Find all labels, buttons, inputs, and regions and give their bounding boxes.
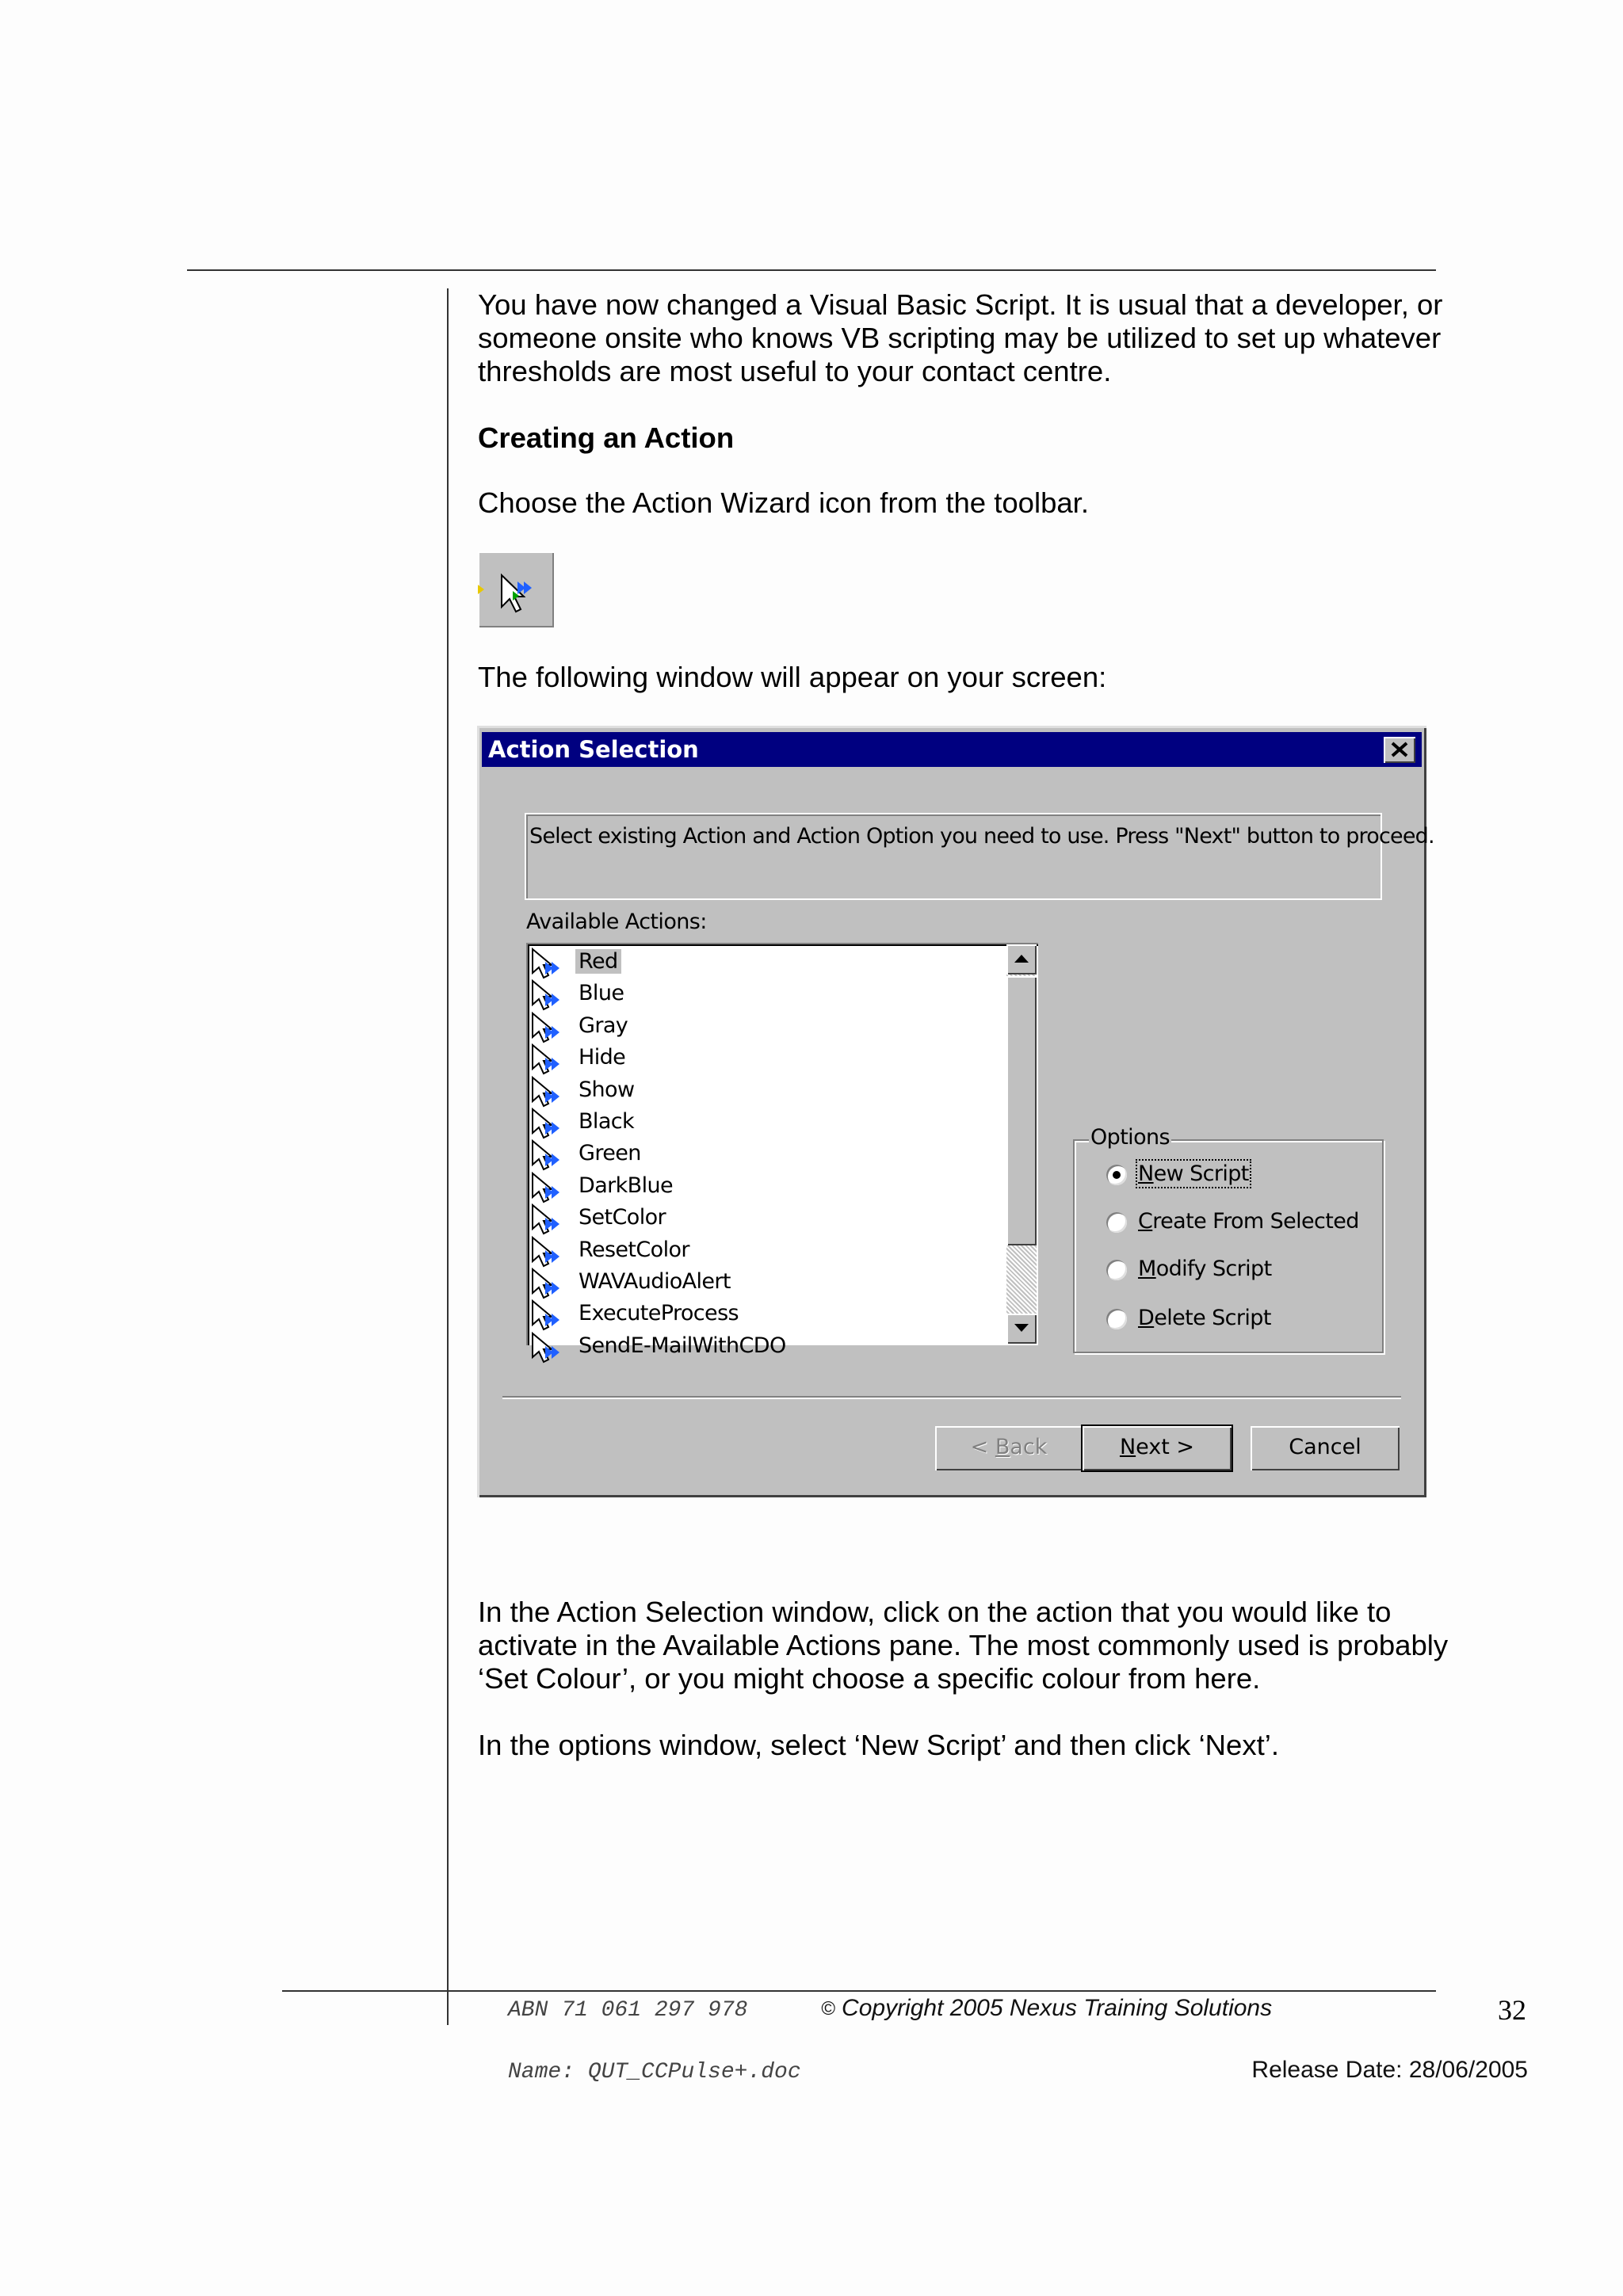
radio-dot	[1113, 1171, 1121, 1179]
list-item[interactable]	[529, 1138, 1005, 1169]
list-item[interactable]	[529, 1298, 1005, 1329]
footer-abn: ABN 71 061 297 978	[508, 1998, 748, 2023]
action-selection-dialog	[477, 726, 1434, 1497]
close-button[interactable]	[1384, 737, 1415, 763]
actions-list-items	[529, 946, 1005, 1362]
list-item-label: Hide	[579, 1045, 626, 1070]
list-item[interactable]	[529, 946, 1005, 978]
available-actions-label: Available Actions:	[526, 910, 707, 934]
radio-label-modify-script: Modify Script	[1138, 1257, 1272, 1281]
arrow-down-icon	[1014, 1323, 1029, 1333]
action-wizard-toolbar-button[interactable]	[478, 551, 554, 627]
footer-rule	[282, 1990, 1436, 1992]
list-item-label: SetColor	[579, 1205, 666, 1230]
radio-button[interactable]	[1106, 1309, 1127, 1329]
list-item-label: SendE-MailWithCDO	[579, 1333, 786, 1358]
list-item-label: Green	[579, 1141, 641, 1166]
scroll-thumb[interactable]	[1006, 976, 1037, 1245]
close-icon	[1391, 742, 1408, 757]
action-icon	[529, 1332, 564, 1369]
list-item-label: ResetColor	[579, 1237, 689, 1262]
action-icon	[529, 1236, 564, 1268]
list-item-label: Show	[579, 1077, 635, 1102]
page-number: 32	[1498, 1994, 1526, 2026]
action-icon	[529, 1139, 564, 1171]
copyright-symbol: ©	[821, 1998, 835, 2019]
list-item[interactable]	[529, 1234, 1005, 1266]
dialog-titlebar[interactable]	[482, 732, 1422, 767]
list-item[interactable]	[529, 1170, 1005, 1202]
action-icon	[529, 1332, 564, 1363]
footer-release-date: Release Date: 28/06/2005	[1251, 2057, 1528, 2083]
action-icon	[529, 1172, 564, 1203]
action-icon	[529, 1108, 564, 1139]
options-group	[1073, 1125, 1384, 1353]
action-icon	[529, 979, 564, 1011]
list-item[interactable]	[529, 1106, 1005, 1138]
list-item-label: Red	[575, 949, 621, 974]
list-item-label: Gray	[579, 1013, 628, 1038]
window-intro-paragraph: The following window will appear on your screen:	[478, 661, 1107, 693]
action-icon	[529, 948, 564, 979]
list-item-label: ExecuteProcess	[579, 1301, 739, 1326]
action-icon	[529, 1012, 564, 1043]
back-button[interactable]: < Back	[935, 1426, 1083, 1470]
list-item[interactable]	[529, 1266, 1005, 1298]
list-item[interactable]	[529, 1202, 1005, 1234]
list-item[interactable]	[529, 978, 1005, 1009]
next-button[interactable]: Next >	[1083, 1426, 1232, 1470]
radio-label-create-from-selected: Create From Selected	[1138, 1209, 1359, 1234]
action-icon	[529, 1043, 564, 1075]
list-item-label: WAVAudioAlert	[579, 1268, 731, 1294]
instruction-text: Select existing Action and Action Option you need to use. Press "Next" button to proceed.	[529, 824, 1434, 849]
available-actions-list[interactable]	[526, 943, 1038, 1358]
list-scrollbar[interactable]	[1006, 944, 1037, 1344]
selection-paragraph: In the Action Selection window, click on the action that you would like to activate in the Available Actions pane. The most commonly used is probably ‘Set Colour’, or you might choose a specific colour from here.	[478, 1596, 1449, 1695]
copyright-text: Copyright 2005 Nexus Training Solutions	[842, 1995, 1273, 2021]
list-item-label: Blue	[579, 981, 624, 1006]
action-icon	[529, 1076, 564, 1108]
options-paragraph: In the options window, select ‘New Script’ and then click ‘Next’.	[478, 1729, 1279, 1761]
list-item[interactable]	[529, 1330, 1005, 1362]
action-icon	[529, 1268, 564, 1299]
list-item[interactable]	[529, 1074, 1005, 1106]
action-icon	[529, 1299, 564, 1331]
dialog-separator	[502, 1396, 1401, 1399]
dialog-title: Action Selection	[488, 736, 699, 763]
instruction-paragraph: Choose the Action Wizard icon from the toolbar.	[478, 486, 1089, 519]
radio-label-delete-script: Delete Script	[1138, 1306, 1271, 1330]
radio-button[interactable]	[1106, 1165, 1127, 1185]
margin-rule	[447, 288, 449, 2025]
intro-paragraph: You have now changed a Visual Basic Script. It is usual that a developer, or someone onsite who knows VB scripting may be utilized to set up whatever thresholds are most useful to your contact centre.	[478, 288, 1443, 387]
action-wizard-icon	[478, 551, 554, 627]
options-legend: Options	[1090, 1125, 1170, 1150]
instruction-box	[525, 813, 1434, 900]
arrow-up-icon	[1014, 954, 1029, 963]
list-item[interactable]	[529, 1042, 1005, 1074]
scroll-up-button[interactable]	[1006, 944, 1037, 974]
action-icon	[529, 1203, 564, 1235]
scroll-down-button[interactable]	[1006, 1314, 1037, 1344]
list-item[interactable]	[529, 1010, 1005, 1042]
footer-copyright	[821, 1995, 1272, 2022]
section-heading: Creating an Action	[478, 421, 735, 454]
list-item-label: Black	[579, 1108, 635, 1134]
footer-doc-name: Name: QUT_CCPulse+.doc	[508, 2060, 801, 2084]
radio-button[interactable]	[1106, 1260, 1127, 1280]
cancel-button[interactable]: Cancel	[1251, 1426, 1400, 1470]
header-rule	[187, 269, 1436, 271]
list-item-label: DarkBlue	[579, 1173, 674, 1198]
radio-label-new-script: New Script	[1138, 1161, 1249, 1186]
radio-button[interactable]	[1106, 1212, 1127, 1233]
